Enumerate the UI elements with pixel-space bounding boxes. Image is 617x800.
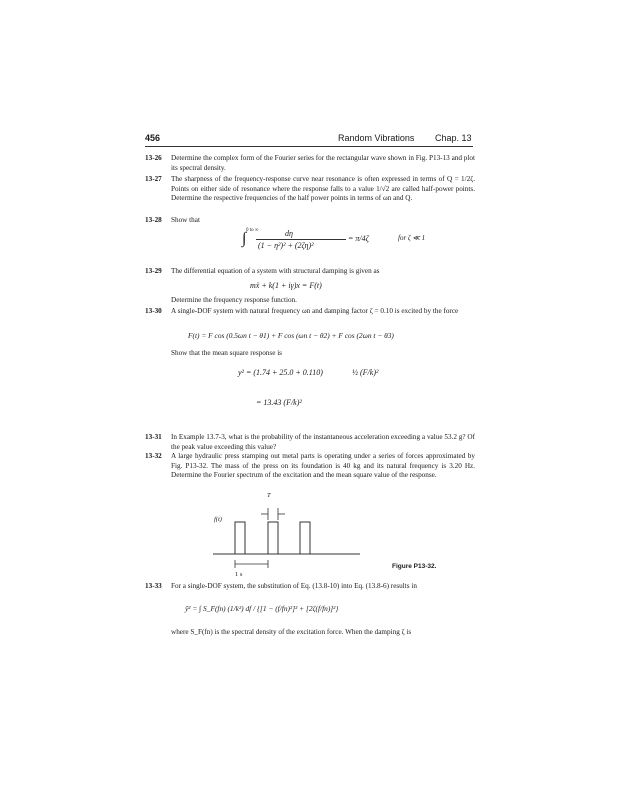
- mean-square-response-1: y² = (1.74 + 25.0 + 0.110): [238, 368, 323, 377]
- spacing-label: 1 s: [235, 571, 243, 578]
- problem-number: 13-28: [145, 216, 162, 224]
- chapter-label: Chap. 13: [435, 133, 472, 143]
- force-axis-label: f(t): [214, 516, 222, 523]
- mean-square-response-2: = 13.43 (F/k)²: [256, 398, 302, 407]
- header-rule: [145, 146, 473, 147]
- show-text: Show that the mean square response is: [171, 349, 282, 357]
- problem-number: 13-31: [145, 433, 162, 441]
- page-header: [145, 133, 475, 147]
- problem-text: Determine the complex form of the Fourier series for the rectangular wave shown in Fig. P13-13 and plot its spectral density.: [171, 154, 475, 172]
- problem-number: 13-27: [145, 175, 162, 183]
- problem-number: 13-26: [145, 154, 162, 162]
- section-title: Random Vibrations: [338, 133, 415, 143]
- spectral-density-equation: ȳ² = ∫ S_F(fn) (1/k²) df / {[1 − (f/fn)²]² + [2ζ(f/fn)]²}: [185, 604, 339, 613]
- page-number: 456: [145, 133, 161, 143]
- pulse-figure: [205, 492, 365, 572]
- problem-text: Show that: [171, 216, 200, 224]
- problem-text: A single-DOF system with natural frequency ωn and damping factor ζ = 0.10 is excited by the force: [171, 307, 459, 315]
- fraction-bar: [256, 239, 346, 240]
- determine-text: Determine the frequency response function.: [171, 296, 297, 304]
- period-label: T: [267, 492, 271, 499]
- problem-text: The sharpness of the frequency-response curve near resonance is often expressed in terms of Q = 1/2ζ. Points on either side of resonance where the response falls to a value 1/√2 are called half-power points. Determine the respective frequencies of the half power points in terms of ωn and Q.: [171, 175, 475, 203]
- structural-damping-equation: mẍ + k(1 + iγ)x = F(t): [250, 281, 322, 290]
- problem-number: 13-30: [145, 307, 162, 315]
- integral-condition: for ζ ≪ 1: [398, 234, 426, 242]
- problem-number: 13-29: [145, 267, 162, 275]
- figure-caption: Figure P13-32.: [392, 563, 437, 570]
- force-pulse-2: [268, 522, 278, 554]
- integral-numerator: dη: [285, 229, 293, 238]
- integral-denominator: (1 − η²)² + (2ζη)²: [258, 241, 314, 250]
- force-pulse-1: [235, 522, 245, 554]
- force-pulse-3: [300, 522, 310, 554]
- mean-square-response-1-tail: ½ (F/k)²: [352, 368, 379, 377]
- problem-text: For a single-DOF system, the substitution of Eq. (13.8-10) into Eq. (13.8-6) results in: [171, 582, 417, 590]
- integral-limits: 0 to ∞: [246, 228, 259, 233]
- integral-sign: ∫: [242, 230, 247, 247]
- problem-number: 13-33: [145, 582, 162, 590]
- problem-text: The differential equation of a system with structural damping is given as: [171, 267, 380, 275]
- problem-text: In Example 13.7-3, what is the probability of the instantaneous acceleration exceeding a value 53.2 g? Of the peak value exceeding this value?: [171, 433, 475, 451]
- problem-number: 13-32: [145, 452, 162, 460]
- integral-result: = π/4ζ: [348, 234, 369, 243]
- problem-text: A large hydraulic press stamping out metal parts is operating under a series of forces approximated by Fig. P13-32. The mass of the press on its foundation is 40 kg and its natural frequency is 3.20 Hz. Determine the Fourier spectrum of the excitation and the mean square value of the response.: [171, 452, 475, 480]
- force-equation: F(t) = F cos (0.5ωn t − θ1) + F cos (ωn t − θ2) + F cos (2ωn t − θ3): [188, 331, 394, 340]
- closing-text: where S_F(fn) is the spectral density of the excitation force. When the damping ζ is: [171, 628, 412, 636]
